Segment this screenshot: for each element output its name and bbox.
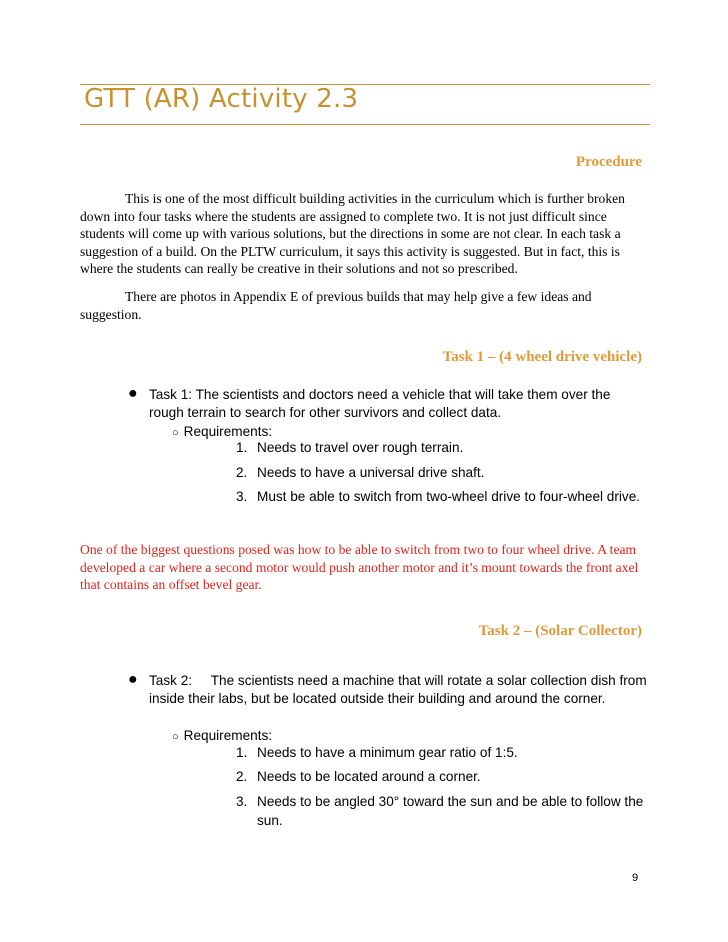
bullet-icon: ● — [128, 671, 138, 688]
task1-heading: Task 1 – (4 wheel drive vehicle) — [442, 349, 642, 365]
requirement-text: Must be able to switch from two-wheel drive to four-wheel drive. — [257, 489, 641, 504]
requirement-number: 3. — [236, 794, 248, 809]
requirement-number: 1. — [236, 440, 248, 455]
task2-heading: Task 2 – (Solar Collector) — [478, 623, 642, 639]
intro-paragraph-2: There are photos in Appendix E of previous builds that may help give a few ideas and suggestion. — [80, 289, 592, 322]
task2-requirement-3 — [236, 792, 656, 830]
requirement-text: Needs to be located around a corner. — [257, 769, 481, 784]
page-title: GTT (AR) Activity 2.3 — [84, 84, 359, 114]
requirement-number: 2. — [236, 769, 248, 784]
task2-requirement-2 — [236, 767, 656, 786]
procedure-heading: Procedure — [575, 154, 642, 170]
task2-requirement-1 — [236, 743, 656, 762]
requirement-text: Needs to be angled 30° toward the sun and be able to follow the sun. — [257, 794, 644, 828]
circle-bullet-icon: ○ — [172, 731, 179, 743]
requirement-number: 1. — [236, 745, 248, 760]
task1-requirement-2 — [236, 463, 656, 482]
task1-bullet-text: Task 1: The scientists and doctors need a vehicle that will take them over the rough terrain to search for other survivors and collect data. — [149, 387, 611, 420]
task2-bullet-text: Task 2: The scientists need a machine that will rotate a solar collection dish from inside their labs, but be located outside their building and around the corner. — [149, 673, 651, 706]
requirement-text: Needs to travel over rough terrain. — [257, 440, 464, 455]
task2-bullet — [128, 671, 651, 707]
task1-bullet — [128, 386, 648, 421]
requirement-text: Needs to have a universal drive shaft. — [257, 465, 485, 480]
requirements-label: Requirements: — [183, 424, 273, 439]
task1-requirement-3 — [236, 487, 656, 506]
requirement-text: Needs to have a minimum gear ratio of 1:5. — [257, 745, 518, 760]
requirements-label: Requirements: — [183, 728, 273, 743]
task1-requirement-1 — [236, 438, 656, 457]
title-bottom-rule — [80, 124, 650, 125]
task1-note: One of the biggest questions posed was how to be able to switch from two to four wheel drive. A team developed a car where a second motor would push another motor and it’s mount towards the front axel that contains an offset bevel gear. — [80, 542, 639, 593]
page-number: 9 — [632, 872, 639, 884]
intro-paragraph-1: This is one of the most difficult building activities in the curriculum which is further broken down into four tasks where the students are assigned to complete two. It is not just difficult since students will come up with various solutions, but the directions in some are not clear. In each task a suggestion of a build. On the PLTW curriculum, it says this activity is suggested. But in fact, this is where the students can really be creative in their solutions and not so prescribed. — [80, 191, 625, 277]
requirement-number: 3. — [236, 489, 248, 504]
requirement-number: 2. — [236, 465, 248, 480]
bullet-icon: ● — [128, 385, 138, 402]
circle-bullet-icon: ○ — [172, 427, 179, 439]
